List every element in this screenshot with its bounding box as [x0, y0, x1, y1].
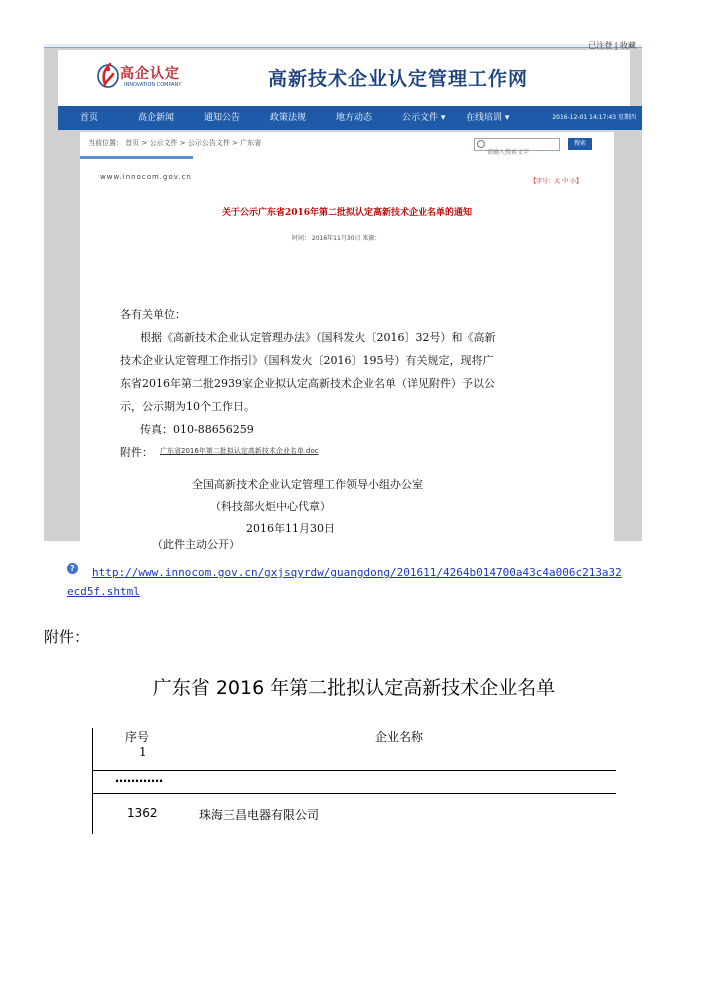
- ellipsis-cell: [93, 771, 194, 794]
- content-tab-indicator: [80, 156, 193, 159]
- signature-proxy: （科技部火炬中心代章）: [210, 500, 331, 513]
- signature-date: 2016年11月30日: [246, 522, 335, 535]
- first-row-index: 1: [139, 745, 147, 759]
- source-url-line-1[interactable]: http://www.innocom.gov.cn/gxjsqyrdw/guangdong/201611/4264b014700a43c4a006c213a32: [92, 566, 622, 579]
- table-row-ellipsis: [93, 771, 617, 794]
- nav-home[interactable]: 首页: [80, 113, 99, 123]
- paragraph-line-1: 根据《高新技术企业认定管理办法》（国科发火〔2016〕32号）和《高新: [140, 331, 496, 344]
- notice-title: 关于公示广东省2016年第二批拟认定高新技术企业名单的通知: [221, 208, 473, 218]
- header-name: 企业名称: [375, 730, 424, 744]
- nav-online-training[interactable]: 在线培训 ▾: [466, 113, 510, 123]
- logo-mark-icon: [96, 60, 120, 90]
- breadcrumb[interactable]: 当前位置： 首页 > 公示文件 > 公示公告文件 > 广东省: [88, 139, 262, 147]
- row-index-cell: [93, 794, 194, 835]
- header-name-cell: [193, 728, 616, 771]
- link-icon: ?: [67, 563, 78, 574]
- site-title: 高新技术企业认定管理工作网: [268, 68, 529, 90]
- nav-notices[interactable]: 通知公告: [204, 113, 241, 123]
- notice-meta: 时间： 2016年11月30日 来源：: [292, 235, 381, 242]
- disclosure-note: （此件主动公开）: [152, 538, 240, 551]
- top-links[interactable]: 已注登 | 收藏: [588, 41, 636, 50]
- paragraph-line-2: 技术企业认定管理工作指引》（国科发火〔2016〕195号）有关规定，现将广: [120, 354, 494, 367]
- article-url: www.innocom.gov.cn: [100, 173, 192, 181]
- row-name-cell: [193, 794, 616, 835]
- nav-local-news[interactable]: 地方动态: [336, 113, 373, 123]
- attachment-link[interactable]: 广东省2016年第二批拟认定高新技术企业名单.doc: [160, 447, 319, 455]
- font-size-control[interactable]: 【字号：大 中 小】: [530, 178, 582, 185]
- source-url-line-2[interactable]: ecd5f.shtml: [67, 585, 140, 598]
- logo-subtitle: INNOVATION COMPANY: [124, 82, 182, 88]
- row-index: 1362: [127, 806, 158, 820]
- ellipsis: …………: [115, 771, 163, 785]
- list-title: 广东省 2016 年第二批拟认定高新技术企业名单: [152, 677, 556, 699]
- company-table: [92, 728, 616, 834]
- salutation: 各有关单位：: [120, 308, 186, 321]
- fax-line: 传真：010-88656259: [140, 423, 254, 436]
- header-index-cell: [93, 728, 194, 771]
- search-box: [474, 138, 560, 151]
- nav-policies[interactable]: 政策法规: [270, 113, 307, 123]
- attachment-heading: 附件：: [44, 628, 90, 646]
- attachment-label: 附件：: [120, 446, 153, 459]
- embedded-screenshot: [44, 41, 642, 551]
- table-header-row: [93, 728, 617, 771]
- signature-org: 全国高新技术企业认定管理工作领导小组办公室: [192, 478, 423, 491]
- article-page: [80, 156, 614, 551]
- nav-datetime: 2016-12-01 14:17:43 星期四: [552, 114, 636, 121]
- row-company-name: 珠海三昌电器有限公司: [199, 808, 320, 822]
- nav-public-files[interactable]: 公示文件 ▾: [402, 113, 446, 123]
- ellipsis-spacer: [193, 771, 616, 794]
- site-header: [58, 50, 630, 106]
- top-rule: [44, 47, 642, 48]
- header-index: 序号: [125, 730, 150, 744]
- search-button[interactable]: 搜索: [568, 138, 592, 150]
- search-icon: [477, 140, 485, 148]
- logo-brand: 高企认定: [120, 66, 180, 82]
- breadcrumb-bar: [80, 132, 614, 157]
- paragraph-line-4: 示，公示期为10个工作日。: [120, 400, 255, 413]
- paragraph-line-3: 东省2016年第二批2939家企业拟认定高新技术企业名单（详见附件）予以公: [120, 377, 495, 390]
- table-row: [93, 794, 617, 835]
- main-nav: [58, 106, 642, 130]
- nav-news[interactable]: 高企新闻: [138, 113, 175, 123]
